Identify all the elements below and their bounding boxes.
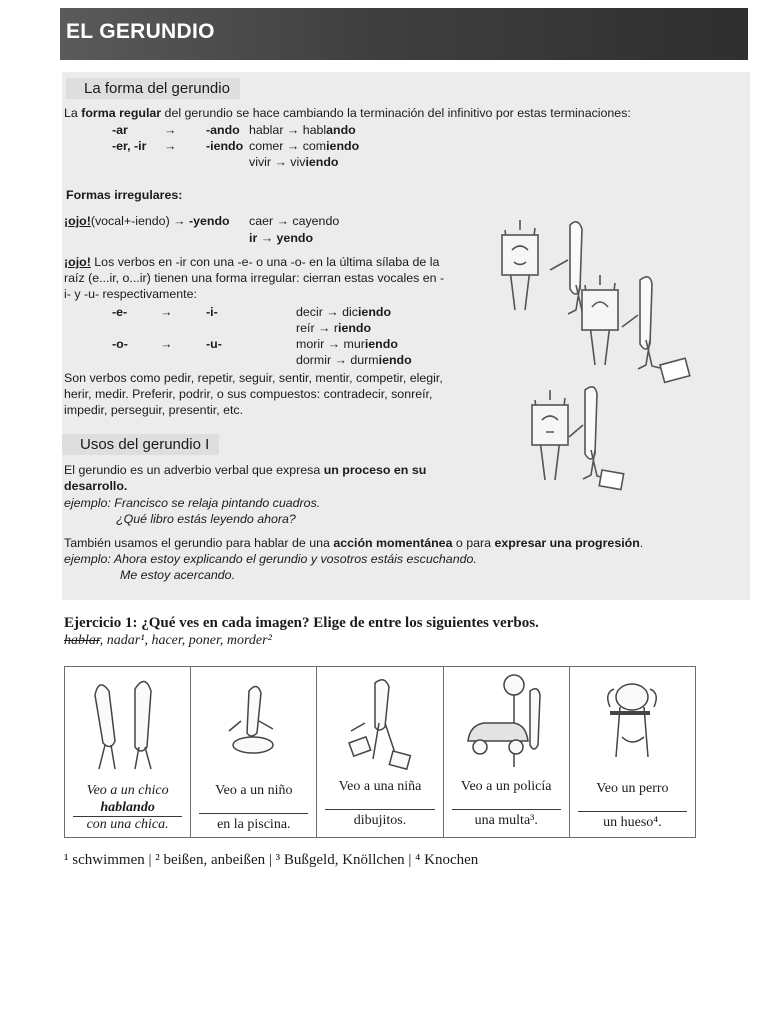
exercise-cell-1 [65, 667, 191, 837]
example-ir: ir → yendo [249, 231, 314, 245]
usos-text-line3: También usamos el gerundio para hablar de una acción momentánea o para expresar una progresión. [64, 536, 644, 550]
usos-text-line1: El gerundio es un adverbio verbal que expresa un proceso en su [64, 463, 427, 477]
cell-1-answer: hablando [100, 800, 155, 815]
exercise-cell-3 [317, 667, 443, 837]
exercise-grid [64, 666, 696, 838]
cell-3-top: Veo a una niña [338, 779, 422, 794]
verbs-list-line2: herir, medir. Preferir, podrir, o sus compuestos: contradecir, sonreír, [64, 387, 433, 401]
painter-illustration [470, 205, 750, 505]
verbs-list-line3: impedir, perseguir, presentir, etc. [64, 403, 244, 417]
cell-1-top: Veo a un chico [86, 783, 169, 798]
cell-3-answer-line [325, 809, 434, 810]
example-reir: reír → riendo [296, 321, 372, 335]
usos-example-1: ejemplo: Francisco se relaja pintando cuadros. [64, 496, 321, 510]
police-car-image [460, 671, 555, 775]
cell-1-bottom: con una chica. [86, 817, 169, 832]
section-heading-forma: La forma del gerundio [66, 78, 240, 99]
drawing-girl-image [335, 673, 425, 773]
page-title: EL GERUNDIO [66, 20, 215, 43]
dog-bone-image [596, 677, 671, 772]
footnotes: ¹ schwimmen | ² beißen, anbeißen | ³ Bußgeld, Knöllchen | ⁴ Knochen [64, 852, 479, 868]
section-heading-usos: Usos del gerundio I [62, 434, 219, 455]
ojo-rule-vowel: ¡ojo! Los verbos en -ir con una -e- o una -o- en la última sílaba de la [64, 255, 440, 269]
exercise-cell-2 [191, 667, 317, 837]
verbs-list-line1: Son verbos como pedir, repetir, seguir, sentir, mentir, competir, elegir, [64, 371, 443, 385]
cell-2-answer-line [199, 813, 308, 814]
title-bar [60, 8, 748, 60]
cell-5-top: Veo un perro [596, 781, 669, 796]
usos-example-4: Me estoy acercando. [120, 568, 236, 582]
cell-4-top: Veo a un policía [460, 779, 552, 794]
swimming-boy-image [219, 681, 289, 771]
ojo-rule-line3: i- y -u- respectivamente: [64, 287, 197, 301]
cell-5-answer-line [578, 811, 687, 812]
cell-4-answer-line [452, 809, 561, 810]
exercise-title: Ejercicio 1: ¿Qué ves en cada imagen? Elige de entre los siguientes verbos. [64, 615, 539, 631]
usos-example-3: ejemplo: Ahora estoy explicando el gerundio y vosotros estáis escuchando. [64, 552, 477, 566]
cell-2-bottom: en la piscina. [217, 817, 291, 832]
exercise-cell-4 [444, 667, 570, 837]
cell-4-bottom: una multa³. [474, 813, 538, 828]
usos-text-line2: desarrollo. [64, 479, 128, 493]
irregular-heading: Formas irregulares: [66, 188, 183, 202]
cell-3-bottom: dibujitos. [353, 813, 407, 828]
exercise-cell-5 [570, 667, 695, 837]
cell-5-bottom: un hueso⁴. [603, 815, 662, 830]
exercise-verb-list: hablar, nadar¹, hacer, poner, morder² [64, 633, 272, 648]
cell-2-top: Veo a un niño [215, 783, 293, 798]
example-vivir: vivir → viviendo [249, 155, 339, 169]
example-caer: caer → cayendo [249, 214, 340, 228]
intro-text: La forma regular del gerundio se hace cambiando la terminación del infinitivo por estas terminaciones: [64, 106, 631, 120]
ojo-rule-yendo: ¡ojo!(vocal+-iendo) → -yendo [64, 214, 230, 228]
usos-example-2: ¿Qué libro estás leyendo ahora? [116, 512, 296, 526]
ojo-rule-line2: raíz (e...ir, o...ir) tienen una forma irregular: cierran estas vocales en - [64, 271, 445, 285]
example-dormir: dormir → durmiendo [296, 353, 412, 367]
talking-couple-image [85, 675, 170, 775]
